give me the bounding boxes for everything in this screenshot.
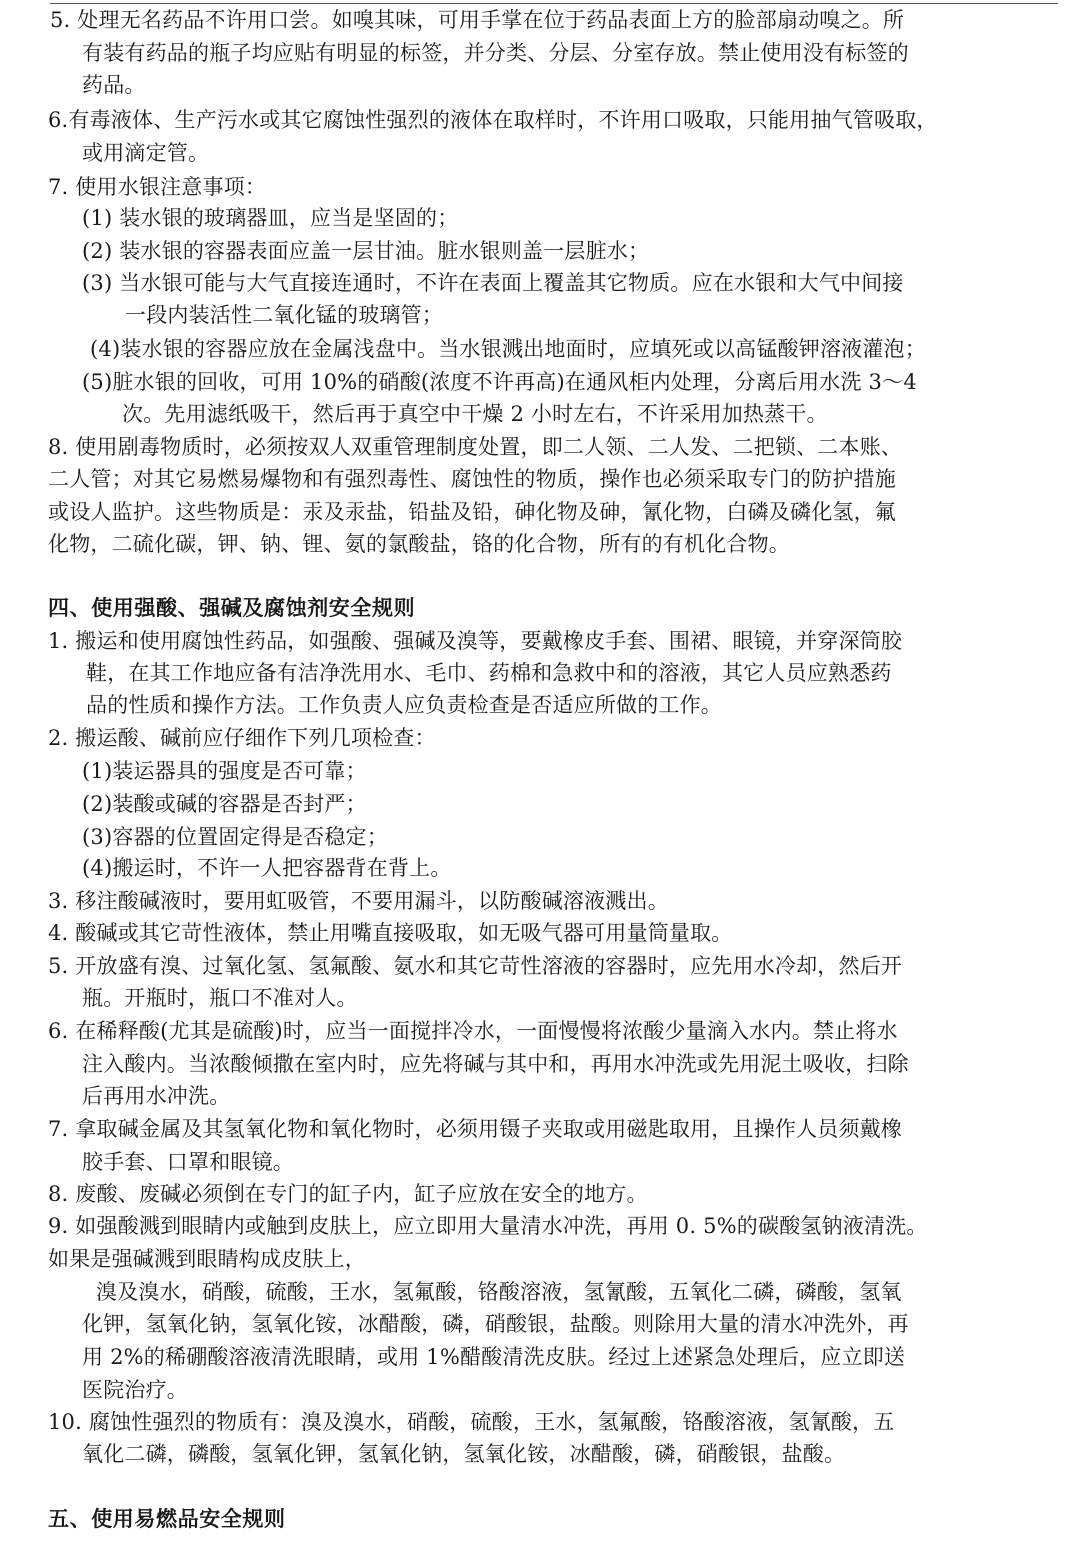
text-line: 后再用水冲洗。 <box>82 1084 231 1108</box>
text-line: 二人管；对其它易燃易爆物和有强烈毒性、腐蚀性的物质，操作也必须采取专门的防护措施 <box>48 467 896 491</box>
text-line: 一段内装活性二氧化锰的玻璃管； <box>125 303 443 327</box>
text-line: (3) 当水银可能与大气直接连通时，不许在表面上覆盖其它物质。应在水银和大气中间接 <box>82 271 904 295</box>
text-line: 化物，二硫化碳，钾、钠、锂、氨的氯酸盐，铬的化合物，所有的有机化合物。 <box>48 532 790 556</box>
text-line: 6. 在稀释酸(尤其是硫酸)时，应当一面搅拌冷水，一面慢慢将浓酸少量滴入水内。禁止将水 <box>48 1019 898 1043</box>
text-line: 有装有药品的瓶子均应贴有明显的标签，并分类、分层、分室存放。禁止使用没有标签的 <box>82 41 909 65</box>
text-line: 或设人监护。这些物质是：汞及汞盐，铅盐及铅，砷化物及砷，氰化物，白磷及磷化氢，氟 <box>48 500 896 524</box>
text-line: 9. 如强酸溅到眼睛内或触到皮肤上，应立即用大量清水冲洗，再用 0. 5%的碳酸氢钠液清洗。 <box>48 1214 928 1238</box>
text-line: 5. 开放盛有溴、过氧化氢、氢氟酸、氨水和其它苛性溶液的容器时，应先用水冷却，然后开 <box>48 954 903 978</box>
text-line: 3. 移注酸碱液时，要用虹吸管，不要用漏斗，以防酸碱溶液溅出。 <box>48 889 669 913</box>
text-line: (2)装酸或碱的容器是否封严； <box>82 792 367 816</box>
text-line: 7. 使用水银注意事项： <box>48 175 267 199</box>
text-line: 7. 拿取碱金属及其氢氧化物和氧化物时，必须用镊子夹取或用磁匙取用，且操作人员须戴橡 <box>48 1117 903 1141</box>
text-line: (1)装运器具的强度是否可靠； <box>82 759 367 783</box>
text-line: 如果是强碱溅到眼睛构成皮肤上， <box>48 1247 366 1271</box>
text-line: 6.有毒液体、生产污水或其它腐蚀性强烈的液体在取样时，不许用口吸取，只能用抽气管吸取， <box>48 108 938 132</box>
text-line: (5)脏水银的回收，可用 10%的硝酸(浓度不许再高)在通风柜内处理，分离后用水洗 3～4 <box>82 370 917 394</box>
text-line: (1) 装水银的玻璃器皿，应当是坚固的； <box>82 206 459 230</box>
text-line: 品的性质和操作方法。工作负责人应负责检查是否适应所做的工作。 <box>86 693 722 717</box>
text-line: 4. 酸碱或其它苛性液体，禁止用嘴直接吸取，如无吸气器可用量筒量取。 <box>48 921 733 945</box>
section-heading-5: 五、使用易燃品安全规则 <box>48 1506 286 1531</box>
text-line: 胶手套、口罩和眼镜。 <box>82 1150 294 1174</box>
text-line: 10. 腐蚀性强烈的物质有：溴及溴水，硝酸，硫酸，王水，氢氟酸，铬酸溶液，氢氰酸，五 <box>48 1410 895 1434</box>
text-line: 瓶。开瓶时，瓶口不准对人。 <box>82 986 358 1010</box>
text-line: 化钾，氢氧化钠，氢氧化铵，冰醋酸，磷，硝酸银，盐酸。则除用大量的清水冲洗外，再 <box>82 1312 909 1336</box>
text-line: (2) 装水银的容器表面应盖一层甘油。脏水银则盖一层脏水； <box>82 239 650 263</box>
text-line: 鞋，在其工作地应备有洁净洗用水、毛巾、药棉和急救中和的溶液，其它人员应熟悉药 <box>86 661 892 685</box>
text-line: 注入酸内。当浓酸倾撒在室内时，应先将碱与其中和，再用水冲洗或先用泥土吸收，扫除 <box>82 1052 909 1076</box>
text-line: 8. 使用剧毒物质时，必须按双人双重管理制度处置，即二人领、二人发、二把锁、二本账、 <box>48 435 903 459</box>
text-line: (4)搬运时，不许一人把容器背在背上。 <box>82 856 452 880</box>
text-line: 溴及溴水，硝酸，硫酸，王水，氢氟酸，铬酸溶液，氢氰酸，五氧化二磷，磷酸，氢氧 <box>96 1280 902 1304</box>
text-line: 2. 搬运酸、碱前应仔细作下列几项检查： <box>48 726 436 750</box>
text-line: (4)装水银的容器应放在金属浅盘中。当水银溅出地面时，应填死或以高锰酸钾溶液灌泡； <box>90 337 926 361</box>
text-line: (3)容器的位置固定得是否稳定； <box>82 825 388 849</box>
text-line: 或用滴定管。 <box>82 141 210 165</box>
text-line: 5. 处理无名药品不许用口尝。如嗅其味，可用手掌在位于药品表面上方的脸部扇动嗅之。所 <box>50 8 905 32</box>
text-line: 8. 废酸、废碱必须倒在专门的缸子内，缸子应放在安全的地方。 <box>48 1182 648 1206</box>
section-heading-4: 四、使用强酸、强碱及腐蚀剂安全规则 <box>48 595 416 620</box>
text-line: 用 2%的稀硼酸溶液清洗眼睛，或用 1%醋酸清洗皮肤。经过上述紧急处理后，应立即送 <box>82 1345 906 1369</box>
text-line: 医院治疗。 <box>82 1378 188 1402</box>
text-line: 药品。 <box>82 73 146 97</box>
text-line: 次。先用滤纸吸干，然后再于真空中干燥 2 小时左右，不许采用加热蒸干。 <box>122 402 828 426</box>
text-line: 1. 搬运和使用腐蚀性药品，如强酸、强碱及溴等，要戴橡皮手套、围裙、眼镜，并穿深筒胶 <box>48 629 903 653</box>
text-line: 氧化二磷，磷酸，氢氧化钾，氢氧化钠，氢氧化铵，冰醋酸，磷，硝酸银，盐酸。 <box>82 1442 846 1466</box>
